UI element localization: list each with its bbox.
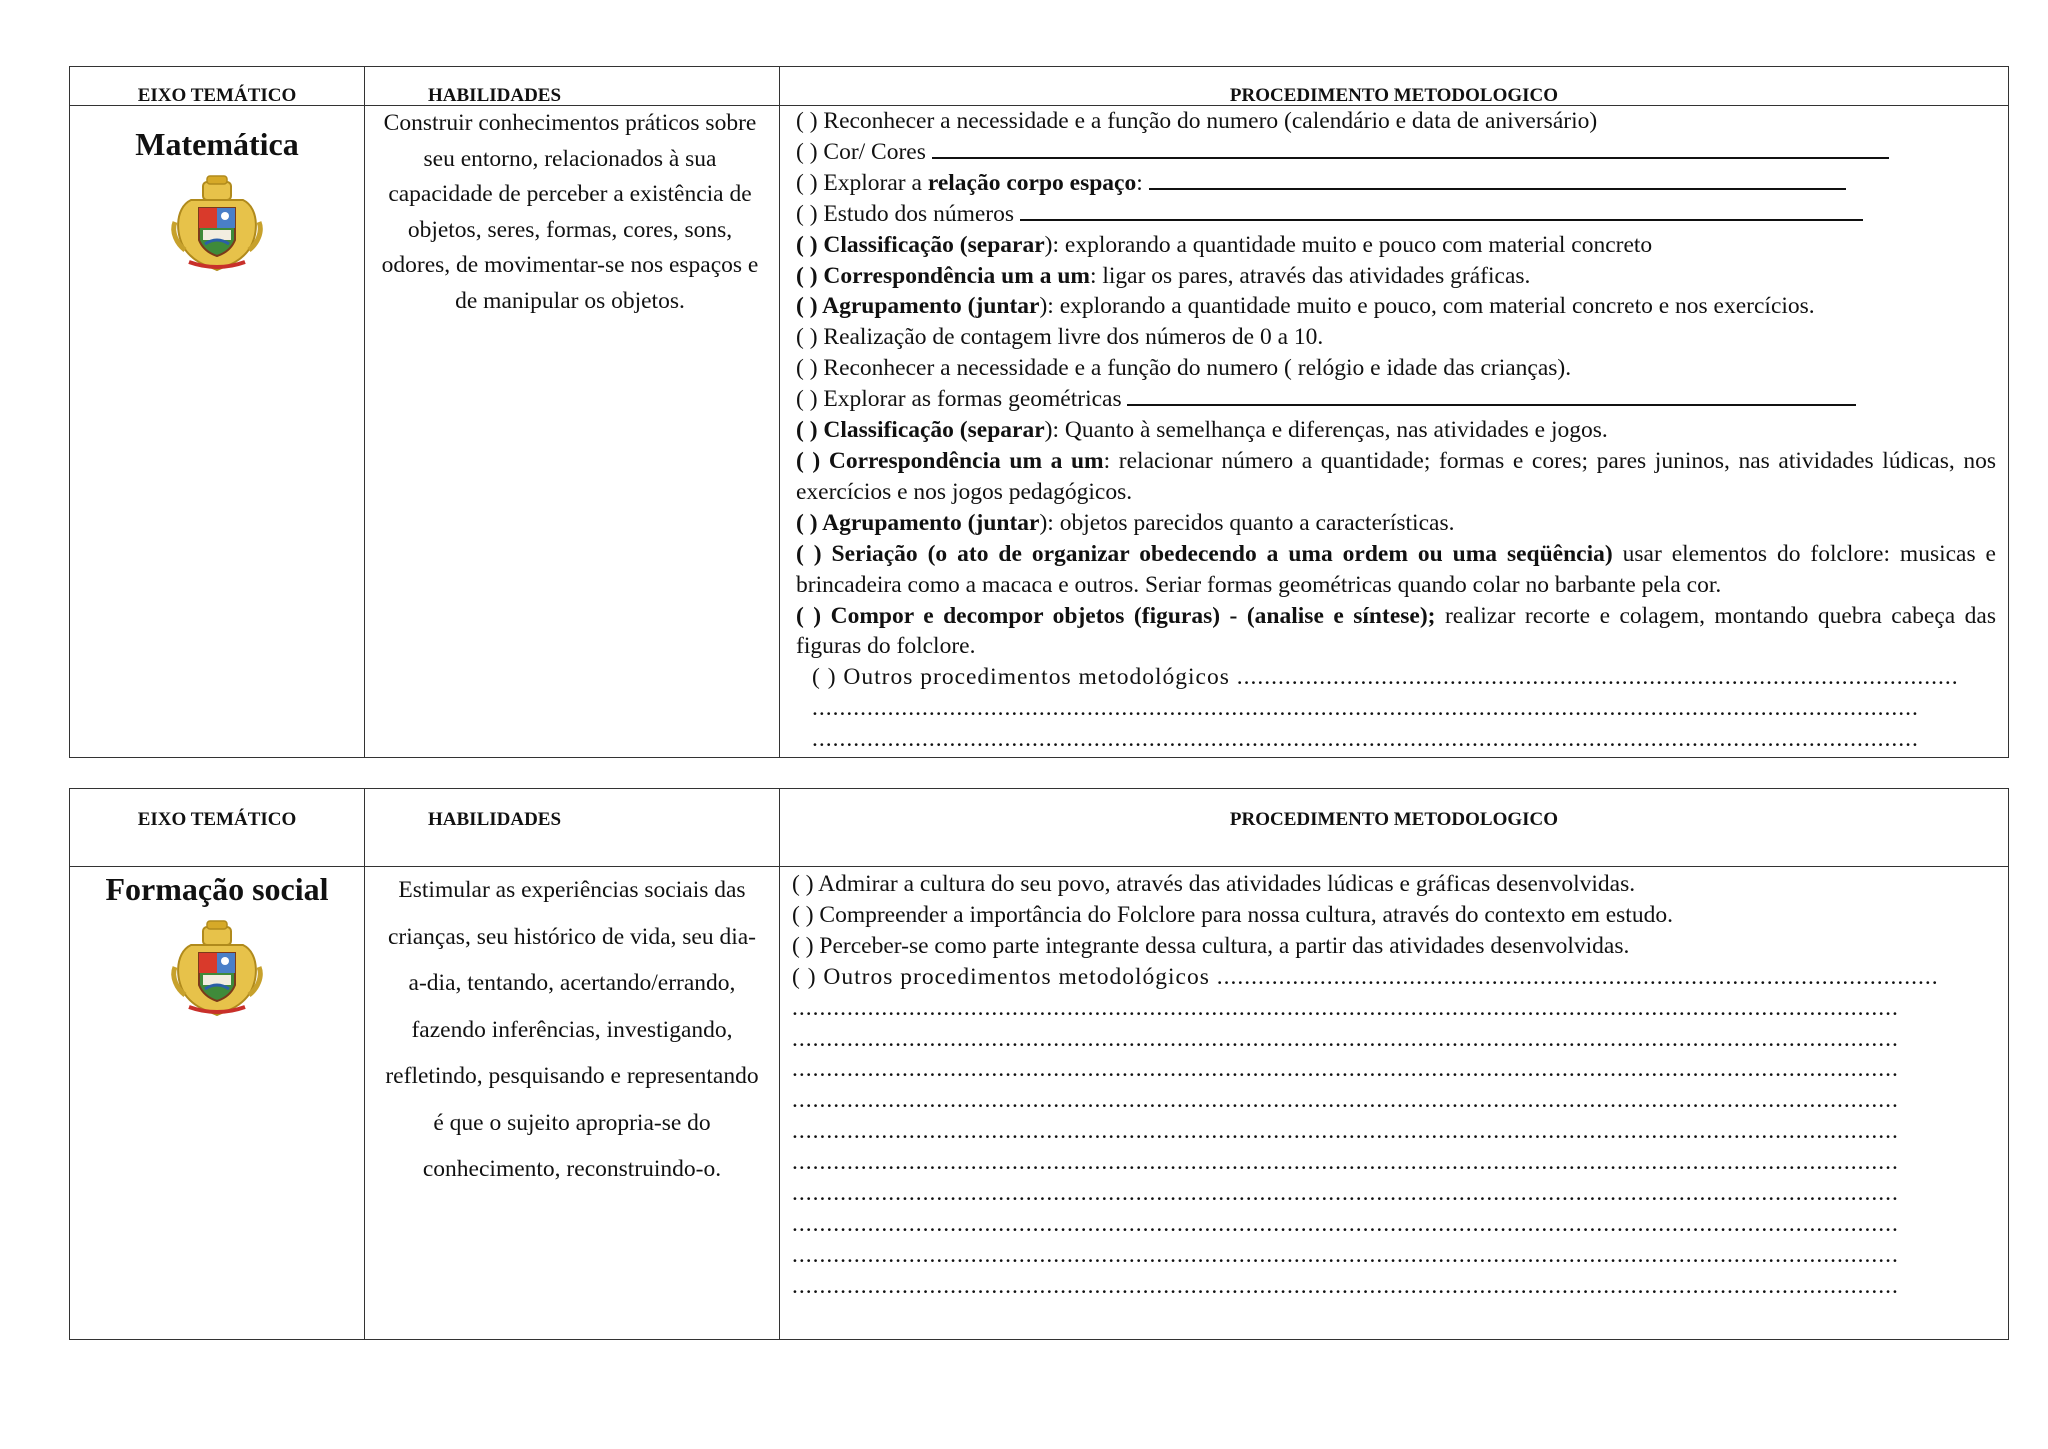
dotted-line: .................................................................................................................................................................	[792, 1180, 1899, 1207]
dotted-line: .................................................................................................................................................................	[812, 695, 1919, 722]
procedimento-cell	[780, 867, 2009, 1340]
procedure-item: ( ) Compor e decompor objetos (figuras) - (analise e síntese); realizar recorte e colagem, montando quebra cabeça das figuras do folclore.	[796, 602, 1997, 660]
procedure-item: ( ) Reconhecer a necessidade e a função do numero ( relógio e idade das crianças).	[796, 355, 1572, 382]
dotted-line: .................................................................................................................................................................	[792, 1241, 1899, 1268]
procedure-item: ( ) Estudo dos números	[796, 199, 1996, 230]
coat-of-arms-icon	[169, 915, 265, 1019]
procedure-item: ( ) Correspondência um a um: ligar os pares, através das atividades gráficas.	[796, 262, 1531, 289]
dotted-line: .................................................................................................................................................................	[792, 1210, 1899, 1237]
blank-line	[1127, 384, 1856, 406]
procedure-item: ( ) Classificação (separar): explorando a quantidade muito e pouco com material concreto	[796, 231, 1653, 258]
eixo-title: Matemática	[135, 126, 299, 162]
blank-line	[1149, 168, 1846, 190]
habilidades-cell: Estimular as experiências sociais das crianças, seu histórico de vida, seu dia-a-dia, tentando, acertando/errando, fazendo inferências, investigando, refletindo, pesquisando e representando é que o sujeito apropria-se do conhecimento, reconstruindo-o.	[365, 867, 780, 1340]
content-row	[70, 867, 2009, 1340]
procedure-item: ( ) Classificação (separar): Quanto à semelhança e diferenças, nas atividades e jogos.	[796, 417, 1608, 444]
header-row	[70, 67, 2009, 106]
procedure-item: ( ) Seriação (o ato de organizar obedecendo a uma ordem ou uma seqüência) usar elementos do folclore: musicas e brincadeira como a macaca e outros. Seriar formas geométricas quando colar no barbante pela cor.	[796, 540, 1996, 598]
header-procedimento: PROCEDIMENTO METODOLOGICO	[780, 789, 2009, 867]
procedure-item: ( ) Agrupamento (juntar): explorando a quantidade muito e pouco, com material concreto e nos exercícios.	[796, 293, 1815, 320]
header-habilidades: HABILIDADES	[365, 67, 780, 106]
eixo-cell	[70, 867, 365, 1340]
procedure-item: ( ) Agrupamento (juntar): objetos parecidos quanto a características.	[796, 509, 1455, 536]
procedure-item: ( ) Admirar a cultura do seu povo, através das atividades lúdicas e gráficas desenvolvidas.	[792, 871, 1636, 897]
blank-line	[932, 137, 1889, 159]
header-eixo: EIXO TEMÁTICO	[70, 789, 365, 867]
eixo-title: Formação social	[105, 871, 329, 907]
header-habilidades: HABILIDADES	[365, 789, 780, 867]
dotted-line: .................................................................................................................................................................	[792, 1149, 1899, 1176]
other-procedures: ( ) Outros procedimentos metodológicos .........................................................................................................	[792, 963, 1939, 990]
matematica-table	[69, 66, 2009, 758]
header-procedimento: PROCEDIMENTO METODOLOGICO	[780, 67, 2009, 106]
dotted-line: .................................................................................................................................................................	[812, 726, 1919, 753]
dotted-line: .................................................................................................................................................................	[792, 994, 1899, 1021]
dotted-line: .................................................................................................................................................................	[792, 1118, 1899, 1145]
content-row	[70, 106, 2009, 758]
procedure-item: ( ) Correspondência um a um: relacionar número a quantidade; formas e cores; pares juninos, nas atividades lúdicas, nos exercícios e nos jogos pedagógicos.	[796, 447, 1996, 505]
other-procedures: ( ) Outros procedimentos metodológicos .........................................................................................................	[812, 664, 1959, 691]
formacao-social-table	[69, 788, 2009, 1340]
procedure-item: ( ) Perceber-se como parte integrante dessa cultura, a partir das atividades desenvolvidas.	[792, 932, 1630, 959]
procedure-item: ( ) Explorar a relação corpo espaço:	[796, 168, 1996, 199]
dotted-line: .................................................................................................................................................................	[792, 1272, 1899, 1299]
procedimento-cell	[780, 106, 2009, 758]
procedure-item: ( ) Cor/ Cores	[796, 137, 1996, 168]
coat-of-arms-icon	[169, 170, 265, 274]
procedure-item: ( ) Reconhecer a necessidade e a função do numero (calendário e data de aniversário)	[796, 108, 1598, 134]
dotted-line: .................................................................................................................................................................	[792, 1056, 1899, 1083]
dotted-line: .................................................................................................................................................................	[792, 1087, 1899, 1114]
dotted-line: .................................................................................................................................................................	[792, 1025, 1899, 1052]
eixo-cell	[70, 106, 365, 758]
procedure-item: ( ) Explorar as formas geométricas	[796, 384, 1996, 415]
blank-line	[1020, 199, 1863, 221]
procedure-item: ( ) Realização de contagem livre dos números de 0 a 10.	[796, 324, 1324, 351]
header-row	[70, 789, 2009, 867]
procedure-item: ( ) Compreender a importância do Folclore para nossa cultura, através do contexto em estudo.	[792, 901, 1673, 928]
header-eixo: EIXO TEMÁTICO	[70, 67, 365, 106]
habilidades-cell: Construir conhecimentos práticos sobre seu entorno, relacionados à sua capacidade de perceber a existência de objetos, seres, formas, cores, sons, odores, de movimentar-se nos espaços e de manipular os objetos.	[365, 106, 780, 758]
